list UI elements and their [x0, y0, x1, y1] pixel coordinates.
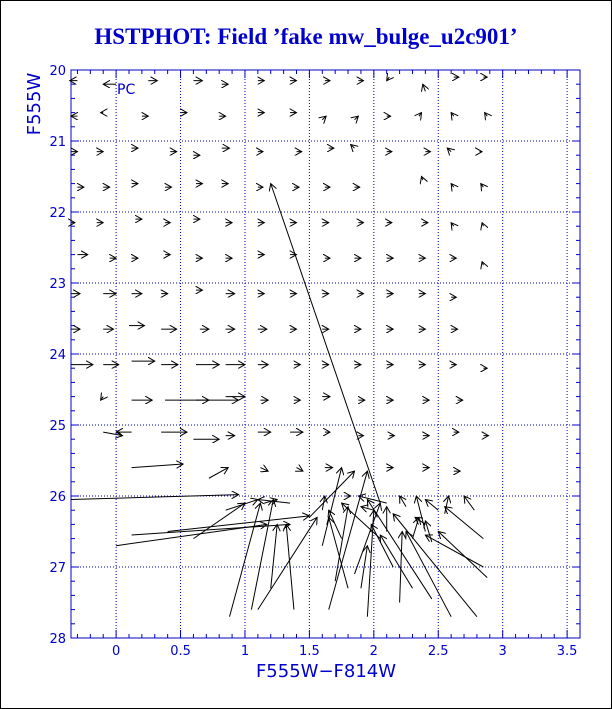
- vector-arrow: [425, 521, 431, 542]
- vector-arrow: [422, 177, 423, 181]
- vector-arrow: [371, 524, 393, 567]
- vector-arrow: [271, 184, 381, 504]
- y-tick-label: 26: [49, 490, 66, 505]
- x-tick-label: 2.5: [427, 644, 449, 659]
- vector-arrow: [393, 514, 477, 617]
- annotation-label: PC: [117, 82, 136, 98]
- x-tick-label: 0.5: [170, 644, 191, 659]
- x-tick-label: 3.5: [556, 644, 578, 659]
- vector-arrow: [482, 223, 483, 227]
- vector-arrow: [406, 532, 451, 617]
- vector-arrow: [101, 397, 104, 401]
- y-tick-label: 22: [49, 206, 66, 221]
- vector-arrow: [297, 468, 303, 472]
- vector-arrow: [168, 516, 310, 532]
- vector-arrow: [351, 145, 355, 149]
- y-tick-label: 23: [49, 277, 66, 292]
- vector-arrow: [322, 468, 341, 546]
- vector-arrow: [193, 503, 245, 538]
- x-tick-label: 1.5: [299, 644, 320, 659]
- vector-arrow: [438, 532, 487, 578]
- vector-arrow: [425, 535, 483, 567]
- vector-arrow: [387, 77, 390, 81]
- vector-arrow: [445, 507, 484, 539]
- chart-title: HSTPHOT: Field ’fake mw_bulge_u2c901’: [94, 24, 518, 49]
- vector-arrow: [103, 432, 122, 436]
- vector-arrow: [132, 464, 184, 468]
- vector-arrow: [322, 116, 326, 120]
- vector-arrow: [451, 223, 454, 227]
- vector-arrow: [367, 510, 373, 617]
- vector-arrow: [464, 496, 474, 510]
- vector-arrow: [335, 507, 348, 582]
- y-tick-label: 25: [49, 419, 66, 434]
- vector-arrow: [425, 500, 438, 511]
- vector-arrow: [482, 262, 483, 266]
- vector-arrow: [400, 496, 406, 507]
- x-axis-label: F555W−F814W: [255, 661, 397, 682]
- y-tick-label: 24: [49, 348, 66, 363]
- vector-arrow: [226, 500, 258, 511]
- y-tick-label: 27: [49, 561, 66, 576]
- y-axis-label: F555W: [24, 72, 45, 136]
- vector-arrow: [447, 148, 451, 152]
- vector-arrow: [451, 113, 454, 117]
- x-tick-label: 2: [369, 644, 378, 659]
- vector-arrow: [361, 546, 367, 589]
- vector-arrow: [358, 496, 386, 503]
- vector-layer: [70, 77, 489, 617]
- vector-arrow: [445, 496, 449, 514]
- vector-arrow: [329, 517, 348, 588]
- y-tick-label: 28: [49, 632, 66, 647]
- vector-arrow: [271, 524, 277, 588]
- vector-arrow: [481, 184, 484, 188]
- vector-arrow: [71, 495, 239, 500]
- vector-arrow: [451, 184, 454, 188]
- x-tick-label: 1: [240, 644, 250, 659]
- vector-arrow: [485, 113, 488, 117]
- vector-arrow: [412, 517, 418, 538]
- x-tick-label: 3: [498, 644, 507, 659]
- vector-arrow: [209, 468, 228, 479]
- y-tick-label: 20: [49, 64, 66, 79]
- vector-arrow: [354, 116, 358, 120]
- y-tick-label: 21: [49, 135, 66, 150]
- axes-layer: [49, 64, 580, 659]
- vector-arrow: [251, 500, 273, 610]
- grid-layer: [71, 70, 580, 638]
- vector-arrow: [260, 468, 268, 472]
- vector-arrow: [419, 113, 422, 117]
- vector-arrow: [423, 84, 426, 91]
- vector-arrow: [416, 496, 425, 532]
- x-tick-label: 0: [111, 644, 121, 659]
